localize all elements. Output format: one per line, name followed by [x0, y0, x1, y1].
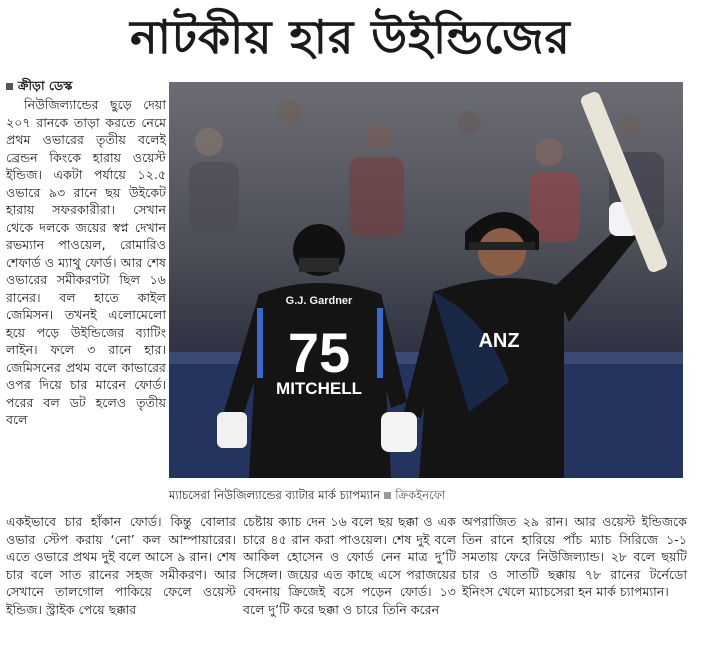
photo-caption [169, 487, 683, 506]
article-column-2 [243, 513, 456, 618]
batting-glove-left [381, 412, 417, 452]
player-mitchell [217, 224, 407, 478]
article-paragraph-4: অপরাজিত ২৯ রান। আর ওয়েস্ট ইন্ডিজকে তিন রানে হারিয়ে পাঁচ ম্যাচ সিরিজে ১-১ সমতায় ফেরে নিউজিল্যান্ড। ২৮ বলে ছয়টি চার ও সাতটি ছক্কায় ৭৮ রানের টর্নেডো ইনিংস খেলে ম্যাচসেরা হন মার্ক চ্যাপম্যান। [462, 514, 687, 599]
headline: নাটকীয় হার উইন্ডিজের [130, 10, 571, 64]
byline-bullet-icon [6, 83, 13, 90]
article-paragraph-1: নিউজিল্যান্ডের ছুড়ে দেয়া ২০৭ রানকে তাড়া করতে নেমে প্রথম ওভারের তৃতীয় বলেই ব্রেন্ডন কিংকে হারায় ওয়েস্ট ইন্ডিজ। একটা পর্যায়ে ১২.৫ ওভারে ৯৩ রানে ছয় উইকেট হারায় সফরকারীরা। সেখান থেকে দলকে জয়ের স্বপ্ন দেখান রভম্যান পাওয়েল, রোমারিও শেফার্ড ও ম্যাথু ফোর্ড। আর শেষ ওভারের সমীকরণটা ছিল ১৬ রানের। বল হাতে কাইল জেমিসন। তখনই এলোমেলো হয়ে পড়ে উইন্ডিজের ব্যাটিং লাইন। ফলে ৩ রানে হার। জেমিসনের প্রথম বলে কাভারের ওপর দিয়ে চার মারেন ফোর্ড। পরের বল ডট হলেও তৃতীয় বলে [6, 97, 166, 427]
article-column-1 [6, 96, 166, 429]
jersey-name-text: MITCHELL [276, 379, 362, 398]
article-column-3 [462, 513, 687, 601]
jersey-sponsor-front-text: ANZ [478, 330, 520, 352]
byline [6, 78, 72, 98]
caption-credit: ক্রিকইনফো [395, 488, 446, 502]
caption-text: ম্যাচসেরা নিউজিল্যান্ডের ব্যাটার মার্ক চ্যাপম্যান [169, 488, 381, 502]
article-column-1-continued [6, 513, 236, 618]
jersey-number-text: 75 [287, 321, 351, 384]
byline-text: ক্রীড়া ডেস্ক [18, 78, 73, 93]
article-paragraph-2: একইভাবে চার হাঁকান ফোর্ড। কিন্তু বোলার ওভার স্টেপ করায় ‘নো’ কল আম্পায়ারের। এতে ওভারে প্রথম দুই বলে আসে ৯ রান। শেষ চার বলে সাত রানের সহজ সমীকরণ। আর সেখানে তালগোল পাকিয়ে ফেলে ওয়েস্ট ইন্ডিজ। স্ট্রাইক পেয়ে ছক্কার [6, 514, 236, 617]
caption-separator-icon [384, 492, 391, 499]
jersey-sponsor-text: G.J. Gardner [285, 295, 353, 307]
article-paragraph-3: চেষ্টায় ক্যাচ দেন ১৬ বলে ছয় ছক্কা ও এক চারে ৪৫ রান করা পাওয়েল। শেষ দুই বলে আকিল হোসেন ও ফোর্ড নেন মাত্র দু’টি সিঙ্গেল। জয়ের এত কাছে এসে পরাজয়ের বেদনায় ক্রিজেই বসে পড়েন ফোর্ড। ১৩ বলে দু’টি করে ছক্কা ও চারে তিনি করেন [243, 514, 456, 617]
players-illustration [169, 82, 683, 478]
article-photo [169, 82, 683, 478]
